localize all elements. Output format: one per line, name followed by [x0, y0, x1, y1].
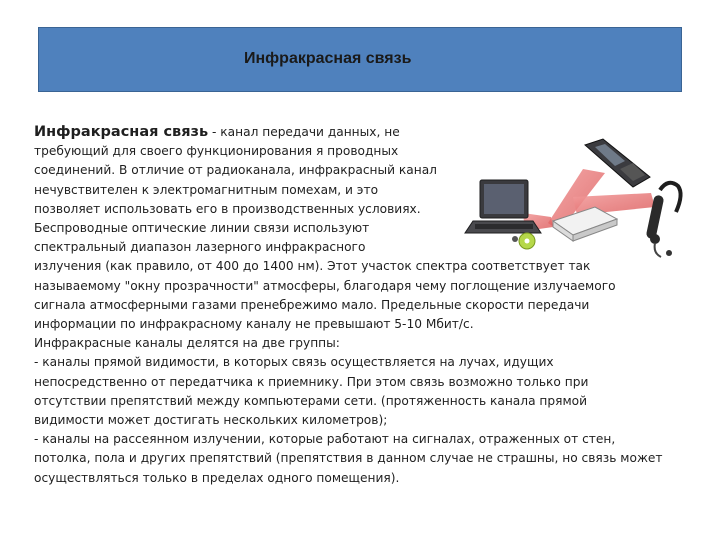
body-line: называемому "окну прозрачности" атмосферы, благодаря чему поглощение излучаемого	[34, 278, 616, 293]
body-line: соединений. В отличие от радиоканала, инфракрасный канал	[34, 163, 437, 178]
body-line: непосредственно от передатчика к приемнику. При этом связь возможно только при	[34, 374, 589, 389]
body-line: видимости может достигать нескольких километров);	[34, 413, 388, 428]
body-line: - каналы прямой видимости, в которых связь осуществляется на лучах, идущих	[34, 355, 554, 370]
body-line: информации по инфракрасному каналу не превышают 5-10 Мбит/с.	[34, 317, 474, 332]
lead-term: Инфракрасная связь	[34, 124, 209, 140]
title-banner	[38, 27, 682, 92]
body-line: спектральный диапазон лазерного инфракрасного	[34, 240, 366, 255]
body-line: Беспроводные оптические линии связи используют	[34, 221, 370, 236]
cd-disc-icon	[512, 233, 535, 249]
body-line: излучения (как правило, от 400 до 1400 нм). Этот участок спектра соответствует так	[34, 259, 591, 274]
body-line: сигнала атмосферными газами пренебрежимо мало. Предельные скорости передачи	[34, 297, 590, 312]
body-line: потолка, пола и других препятствий (препятствия в данном случае не страшны, но связь может	[34, 451, 663, 466]
infrared-devices-illustration	[455, 135, 690, 265]
body-line: позволяет использовать его в производственных условиях.	[34, 201, 421, 216]
body-line: осуществляться только в пределах одного помещения).	[34, 470, 400, 485]
body-line: нечувствителен к электромагнитным помехам, и это	[34, 182, 379, 197]
body-line: требующий для своего функционирования я проводных	[34, 144, 399, 159]
body-line: - каналы на рассеянном излучении, которые работают на сигналах, отраженных от стен,	[34, 432, 616, 447]
body-line: Инфракрасные каналы делятся на две группы:	[34, 336, 340, 351]
first-line-rest: - канал передачи данных, не	[208, 125, 400, 139]
body-line: отсутствии препятствий между компьютерами сети. (протяженность канала прямой	[34, 393, 588, 408]
slide-title: Инфракрасная связь	[244, 50, 412, 67]
laptop-icon	[465, 180, 541, 233]
